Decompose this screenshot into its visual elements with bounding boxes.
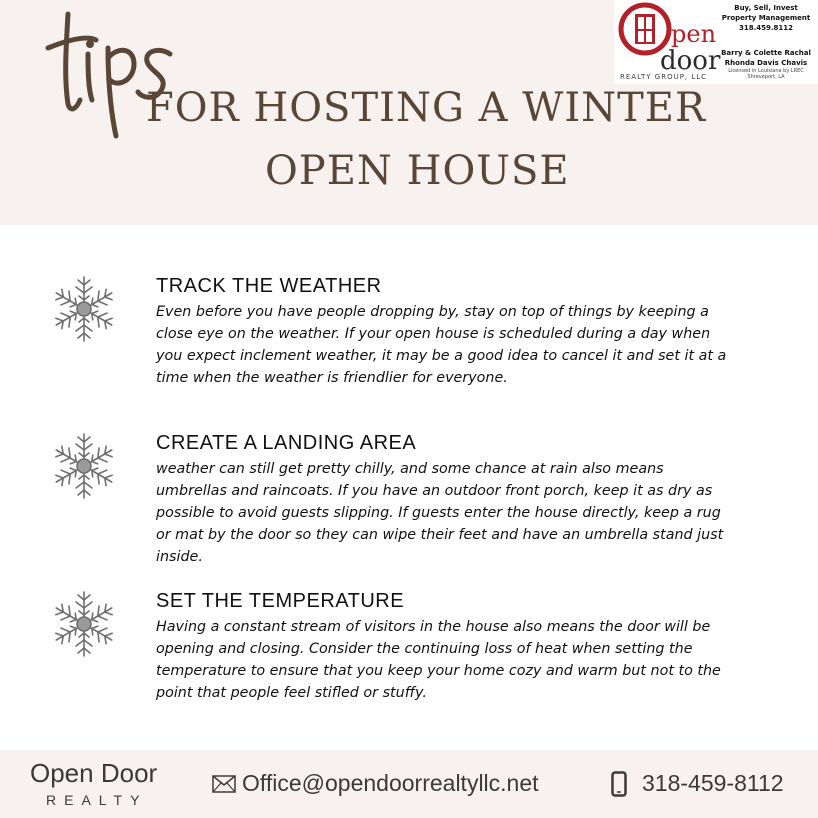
logo-service-line: Property Management: [721, 14, 811, 22]
page-title-line-2: OPEN HOUSE: [265, 148, 570, 194]
logo-agent-name: Rhonda Davis Chavis: [724, 59, 808, 67]
company-logo: [614, 0, 818, 84]
logo-service-line: Buy, Sell, Invest: [734, 4, 798, 12]
logo-license: [718, 68, 814, 80]
tip-body: Having a constant stream of visitors in the house also means the door will be opening and closing. Consider the continuing loss of heat when setting the temperature to ensure that you keep your home cozy and warm but not to the point that people feel stifled or stuffy.: [156, 619, 721, 701]
tip-title: TRACK THE WEATHER: [156, 275, 382, 297]
phone-icon: [611, 771, 627, 797]
logo-services: [718, 3, 814, 33]
logo-wordmark-door: door: [660, 46, 721, 76]
logo-wordmark-pen: pen: [671, 20, 717, 48]
footer-email-link[interactable]: Office@opendoorrealtyllc.net: [242, 770, 539, 796]
header-banner: [0, 0, 818, 225]
footer-bar: [0, 750, 818, 818]
logo-phone: 318.459.8112: [738, 24, 794, 32]
footer-phone-link[interactable]: 318-459-8112: [642, 770, 784, 796]
snowflake-icon: [48, 273, 120, 345]
logo-agent-name: Barry & Colette Rachal: [721, 49, 811, 57]
mail-icon: [212, 775, 236, 793]
page-title-line-1: FOR HOSTING A WINTER: [146, 85, 707, 131]
tip-body: Even before you have people dropping by, stay on top of things by keeping a close eye on the weather. If your open house is scheduled during a day when you expect inclement weather, it may be a good idea to cancel it and set it at a time when the weather is friendlier for everyone.: [156, 304, 727, 386]
logo-license-line: Shreveport, LA: [747, 74, 785, 80]
logo-license-line: Licensed in Louisiana by LREC: [728, 68, 804, 74]
logo-group-name: REALTY GROUP, LLC: [620, 73, 708, 81]
footer-brand-name: Open Door: [30, 758, 158, 788]
snowflake-icon: [48, 588, 120, 660]
tip-title: SET THE TEMPERATURE: [156, 590, 405, 612]
logo-agents: [718, 48, 814, 68]
footer-brand-subtitle: REALTY: [46, 792, 148, 808]
tip-body: weather can still get pretty chilly, and some chance at rain also means umbrellas and raincoats. If you have an outdoor front porch, keep it as dry as possible to avoid guests slipping. If guests enter the house directly, keep a rug or mat by the door so they can wipe their feet and have an umbrella stand just inside.: [156, 461, 724, 565]
snowflake-icon: [48, 430, 120, 502]
tip-title: CREATE A LANDING AREA: [156, 432, 417, 454]
